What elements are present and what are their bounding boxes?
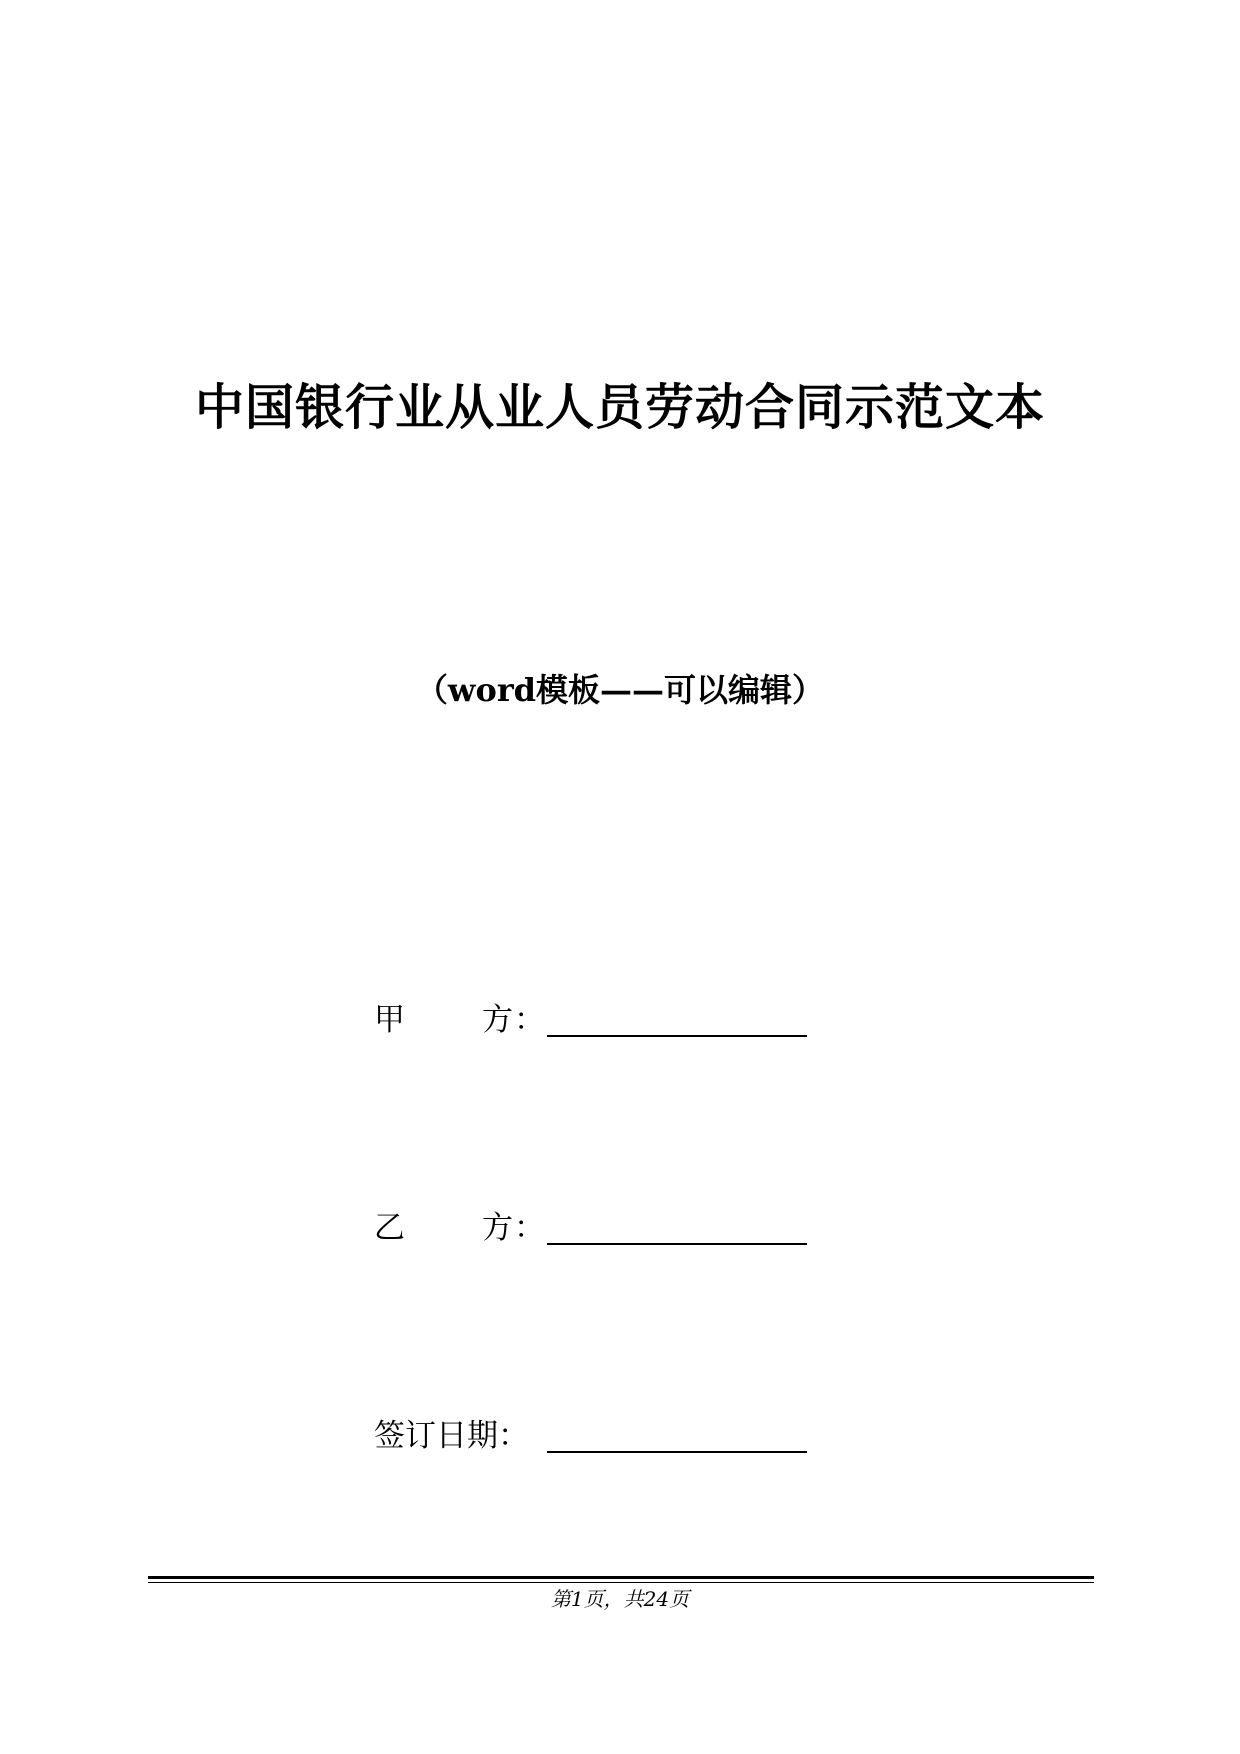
signing-date-blank-line[interactable]: [547, 1451, 807, 1453]
document-subtitle: （word模板——可以编辑）: [415, 671, 825, 709]
party-a-colon: ：: [514, 1002, 545, 1038]
party-b-field: [374, 1203, 814, 1253]
party-a-blank-line[interactable]: [547, 1035, 807, 1037]
footer-rule-thin: [148, 1582, 1094, 1583]
party-b-label-second: 方: [482, 1210, 513, 1246]
party-b-colon: ：: [514, 1210, 545, 1246]
document-title: 中国银行业从业人员劳动合同示范文本: [194, 378, 1045, 436]
party-b-blank-line[interactable]: [547, 1243, 807, 1245]
party-b-label-first: 乙: [374, 1210, 405, 1246]
party-a-label-first: 甲: [374, 1002, 405, 1038]
party-a-label-second: 方: [482, 1002, 513, 1038]
signing-date-label: 签订日期：: [374, 1418, 529, 1454]
signing-date-field: [374, 1411, 814, 1461]
party-a-field: [374, 995, 814, 1045]
page-number: 第1页，共24页: [550, 1587, 690, 1611]
footer-rule-thick: [148, 1576, 1094, 1579]
